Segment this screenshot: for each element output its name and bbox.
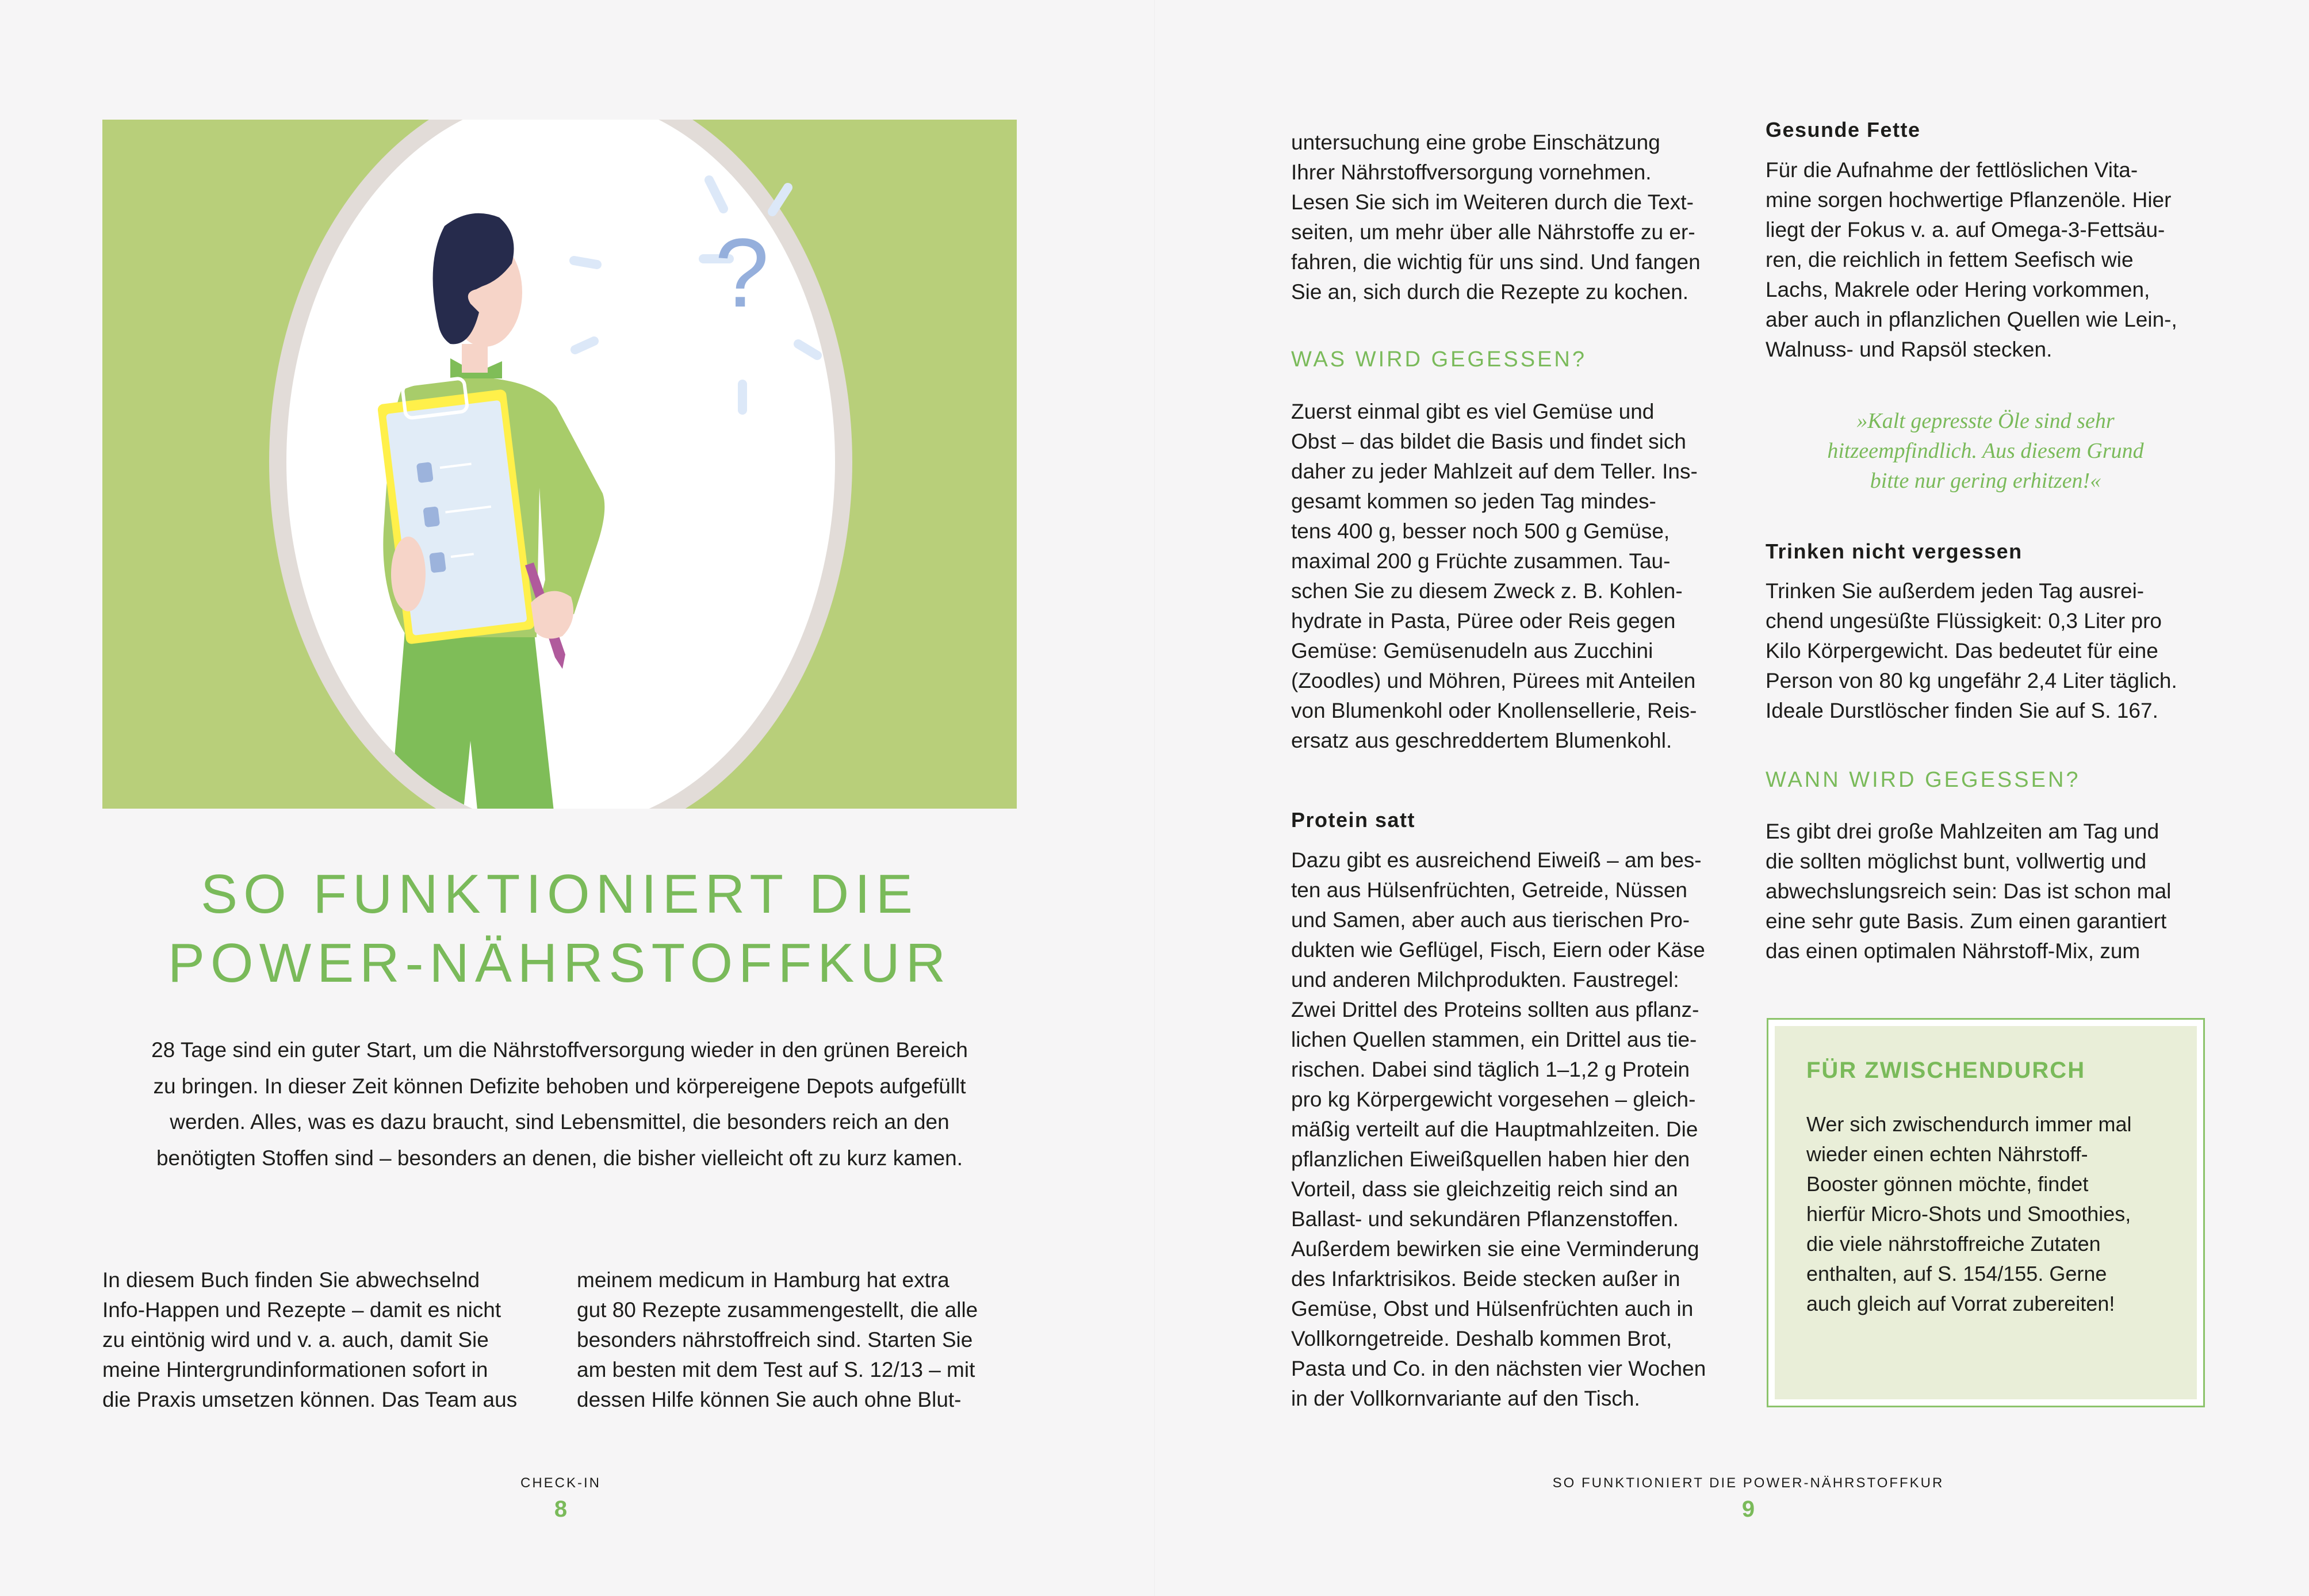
body-line: tens 400 g, besser noch 500 g Gemüse, bbox=[1291, 519, 1670, 543]
body-line: maximal 200 g Früchte zusammen. Tau- bbox=[1291, 549, 1671, 573]
body-line: die sollten möglichst bunt, vollwertig und bbox=[1766, 849, 2147, 873]
title-line-2: POWER-NÄHRSTOFFKUR bbox=[167, 932, 952, 994]
body-line: Lesen Sie sich im Weiteren durch die Text- bbox=[1291, 190, 1694, 214]
svg-text:?: ? bbox=[714, 219, 769, 328]
body-line: untersuchung eine grobe Einschätzung bbox=[1291, 131, 1660, 154]
section-trinken-text bbox=[1766, 576, 2214, 726]
info-box-fill bbox=[1775, 1026, 2197, 1399]
body-line: ersatz aus geschreddertem Blumenkohl. bbox=[1291, 729, 1672, 752]
body-line: meine Hintergrundinformationen sofort in bbox=[102, 1358, 488, 1381]
body-line: am besten mit dem Test auf S. 12/13 – mit bbox=[577, 1358, 975, 1381]
pull-quote bbox=[1766, 406, 2205, 496]
body-line: Person von 80 kg ungefähr 2,4 Liter täglich. bbox=[1766, 669, 2177, 692]
body-line: Pasta und Co. in den nächsten vier Wochen bbox=[1291, 1357, 1706, 1380]
body-line: Außerdem bewirken sie eine Verminderung bbox=[1291, 1237, 1699, 1261]
body-line: Walnuss- und Rapsöl stecken. bbox=[1766, 338, 2053, 361]
body-line: zu eintönig wird und v. a. auch, damit Sie bbox=[102, 1328, 489, 1352]
running-footer-section: CHECK-IN bbox=[520, 1475, 601, 1491]
body-line: lichen Quellen stammen, ein Drittel aus tie- bbox=[1291, 1028, 1697, 1051]
body-line: abwechslungsreich sein: Das ist schon mal bbox=[1766, 879, 2172, 903]
body-line: und Samen, aber auch aus tierischen Pro- bbox=[1291, 908, 1690, 932]
section-fette-text bbox=[1766, 155, 2214, 365]
body-line: ren, die reichlich in fettem Seefisch wie bbox=[1766, 248, 2134, 271]
body-line: aber auch in pflanzlichen Quellen wie Lein-, bbox=[1766, 308, 2177, 331]
body-line: In diesem Buch finden Sie abwechselnd bbox=[102, 1268, 480, 1292]
body-line: Trinken Sie außerdem jeden Tag ausrei- bbox=[1766, 579, 2145, 603]
quote-line: »Kalt gepresste Öle sind sehr bbox=[1856, 409, 2115, 433]
body-line: Für die Aufnahme der fettlöslichen Vita- bbox=[1766, 158, 2138, 182]
body-line: des Infarktrisikos. Beide stecken außer in bbox=[1291, 1267, 1680, 1291]
body-line: das einen optimalen Nährstoff-Mix, zum bbox=[1766, 939, 2140, 963]
left-body-column-1 bbox=[102, 1265, 551, 1415]
running-footer-section: SO FUNKTIONIERT DIE POWER-NÄHRSTOFFKUR bbox=[1552, 1475, 1944, 1491]
body-line: mäßig verteilt auf die Hauptmahlzeiten. Die bbox=[1291, 1117, 1698, 1141]
body-line: Gemüse: Gemüsenudeln aus Zucchini bbox=[1291, 639, 1653, 663]
body-line: Lachs, Makrele oder Hering vorkommen, bbox=[1766, 278, 2150, 301]
body-line: Booster gönnen möchte, findet bbox=[1806, 1172, 2089, 1196]
body-line: liegt der Fokus v. a. auf Omega-3-Fettsäu- bbox=[1766, 218, 2165, 242]
illustration-panel bbox=[102, 120, 1017, 809]
intro-line: zu bringen. In dieser Zeit können Defizite behoben und körpereigene Depots aufgefüllt bbox=[153, 1074, 966, 1098]
body-line: fahren, die wichtig für uns sind. Und fangen bbox=[1291, 250, 1701, 274]
body-line: von Blumenkohl oder Knollensellerie, Reis- bbox=[1291, 699, 1697, 722]
subheading-trinken: Trinken nicht vergessen bbox=[1766, 539, 2023, 563]
body-line: pro kg Körpergewicht vorgesehen – gleich- bbox=[1291, 1088, 1696, 1111]
page-number: 9 bbox=[1741, 1497, 1755, 1522]
body-line: enthalten, auf S. 154/155. Gerne bbox=[1806, 1262, 2107, 1285]
body-line: Obst – das bildet die Basis und findet sich bbox=[1291, 430, 1686, 453]
info-box-body bbox=[1806, 1109, 2131, 1319]
page-title bbox=[102, 860, 1017, 998]
body-line: Dazu gibt es ausreichend Eiweiß – am bes- bbox=[1291, 848, 1702, 872]
heading-was-wird-gegessen: WAS WIRD GEGESSEN? bbox=[1291, 347, 1587, 372]
info-box-title: FÜR ZWISCHENDURCH bbox=[1806, 1058, 2086, 1083]
body-line: Ihrer Nährstoffversorgung vornehmen. bbox=[1291, 160, 1652, 184]
body-line: Ideale Durstlöscher finden Sie auf S. 167. bbox=[1766, 699, 2158, 722]
body-line: gesamt kommen so jeden Tag mindes- bbox=[1291, 489, 1656, 513]
intro-line: 28 Tage sind ein guter Start, um die Nährstoffversorgung wieder in den grünen Bereich bbox=[151, 1038, 968, 1062]
body-line: auch gleich auf Vorrat zubereiten! bbox=[1806, 1292, 2115, 1315]
body-line: und anderen Milchprodukten. Faustregel: bbox=[1291, 968, 1679, 992]
person-illustration bbox=[102, 120, 1017, 809]
body-line: meinem medicum in Hamburg hat extra bbox=[577, 1268, 949, 1292]
body-line: Gemüse, Obst und Hülsenfrüchten auch in bbox=[1291, 1297, 1694, 1321]
body-line: rischen. Dabei sind täglich 1–1,2 g Protein bbox=[1291, 1058, 1690, 1081]
body-line: Ballast- und sekundären Pflanzenstoffen. bbox=[1291, 1207, 1679, 1231]
section-was-wird-gegessen-text bbox=[1291, 397, 1740, 756]
book-spine bbox=[1154, 0, 1155, 1596]
subheading-protein-satt: Protein satt bbox=[1291, 808, 1416, 832]
body-line: Vollkorngetreide. Deshalb kommen Brot, bbox=[1291, 1327, 1672, 1350]
intro-line: benötigten Stoffen sind – besonders an denen, die bisher vielleicht oft zu kurz kamen. bbox=[156, 1146, 963, 1170]
body-line: pflanzlichen Eiweißquellen haben hier den bbox=[1291, 1147, 1690, 1171]
quote-line: bitte nur gering erhitzen!« bbox=[1870, 469, 2101, 493]
info-box-zwischendurch bbox=[1767, 1018, 2205, 1407]
body-line: Zuerst einmal gibt es viel Gemüse und bbox=[1291, 400, 1655, 423]
body-line: Kilo Körpergewicht. Das bedeutet für eine bbox=[1766, 639, 2158, 663]
body-line: schen Sie zu diesem Zweck z. B. Kohlen- bbox=[1291, 579, 1683, 603]
intro-paragraph bbox=[108, 1032, 1011, 1176]
left-body-column-2 bbox=[577, 1265, 1025, 1415]
body-line: Wer sich zwischendurch immer mal bbox=[1806, 1112, 2132, 1136]
body-line: Vorteil, dass sie gleichzeitig reich sind an bbox=[1291, 1177, 1678, 1201]
body-line: mine sorgen hochwertige Pflanzenöle. Hier bbox=[1766, 188, 2172, 212]
body-line: seiten, um mehr über alle Nährstoffe zu er- bbox=[1291, 220, 1695, 244]
body-line: besonders nährstoffreich sind. Starten Sie bbox=[577, 1328, 973, 1352]
body-line: Info-Happen und Rezepte – damit es nicht bbox=[102, 1298, 501, 1322]
body-line: gut 80 Rezepte zusammengestellt, die alle bbox=[577, 1298, 978, 1322]
body-line: chend ungesüßte Flüssigkeit: 0,3 Liter pro bbox=[1766, 609, 2162, 633]
section-wann-text bbox=[1766, 817, 2214, 966]
body-line: dukten wie Geflügel, Fisch, Eiern oder Käse bbox=[1291, 938, 1705, 962]
body-line: ten aus Hülsenfrüchten, Getreide, Nüssen bbox=[1291, 878, 1687, 902]
intro-line: werden. Alles, was es dazu braucht, sind Lebensmittel, die besonders reich an den bbox=[170, 1110, 949, 1134]
body-line: dessen Hilfe können Sie auch ohne Blut- bbox=[577, 1388, 962, 1411]
body-line: hydrate in Pasta, Püree oder Reis gegen bbox=[1291, 609, 1676, 633]
body-line: die viele nährstoffreiche Zutaten bbox=[1806, 1232, 2101, 1256]
body-line: daher zu jeder Mahlzeit auf dem Teller. Ins- bbox=[1291, 460, 1698, 483]
right-intro-text bbox=[1291, 128, 1740, 307]
body-line: (Zoodles) und Möhren, Pürees mit Anteilen bbox=[1291, 669, 1696, 692]
body-line: Es gibt drei große Mahlzeiten am Tag und bbox=[1766, 820, 2159, 843]
body-line: Zwei Drittel des Proteins sollten aus pflanz- bbox=[1291, 998, 1699, 1021]
subheading-gesunde-fette: Gesunde Fette bbox=[1766, 118, 1921, 141]
heading-wann-wird-gegessen: WANN WIRD GEGESSEN? bbox=[1766, 768, 2081, 792]
body-line: eine sehr gute Basis. Zum einen garantiert bbox=[1766, 909, 2167, 933]
body-line: in der Vollkornvariante auf den Tisch. bbox=[1291, 1387, 1640, 1410]
body-line: wieder einen echten Nährstoff- bbox=[1806, 1142, 2088, 1166]
section-protein-text bbox=[1291, 845, 1740, 1414]
quote-line: hitzeempfindlich. Aus diesem Grund bbox=[1827, 439, 2144, 463]
body-line: die Praxis umsetzen können. Das Team aus bbox=[102, 1388, 518, 1411]
body-line: Sie an, sich durch die Rezepte zu kochen. bbox=[1291, 280, 1689, 304]
title-line-1: SO FUNKTIONIERT DIE bbox=[201, 863, 918, 925]
body-line: hierfür Micro-Shots und Smoothies, bbox=[1806, 1202, 2131, 1226]
page-number: 8 bbox=[554, 1497, 568, 1522]
